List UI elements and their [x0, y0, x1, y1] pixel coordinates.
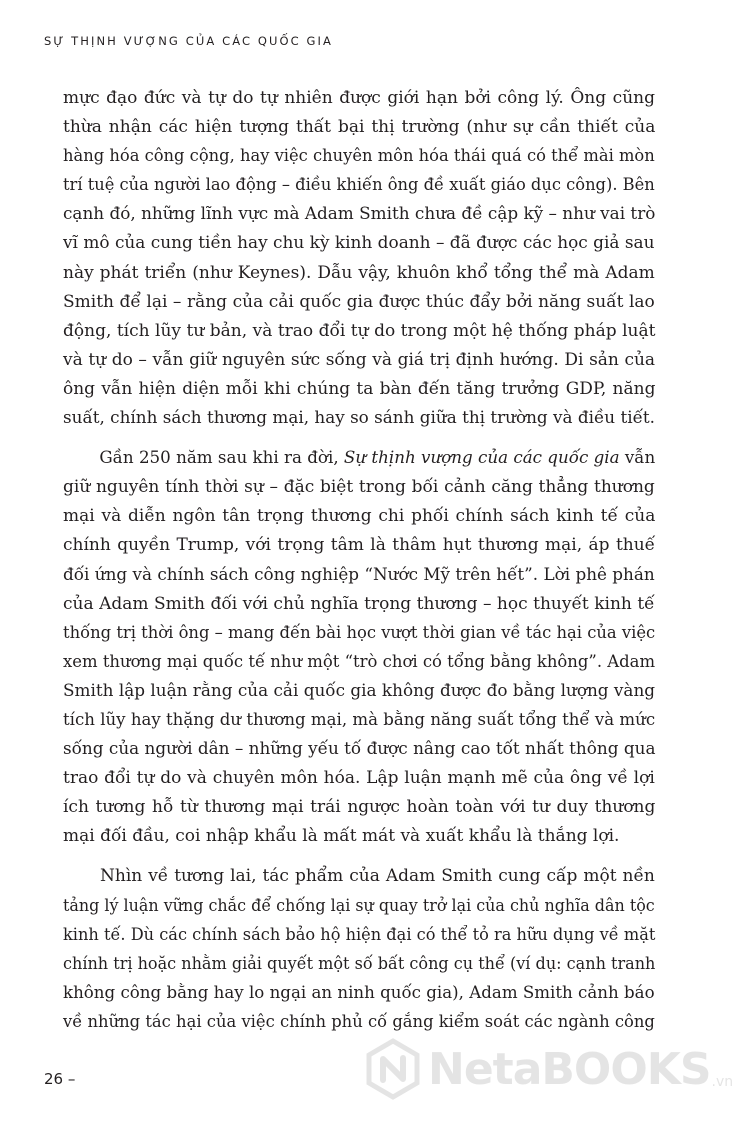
paragraph-3 [63, 862, 655, 1037]
text-line: Smith để lại – rằng của cải quốc gia được thúc đẩy bởi năng suất lao [63, 291, 655, 312]
running-header: SỰ THỊNH VƯỢNG CỦA CÁC QUỐC GIA [44, 34, 334, 48]
text-line: này phát triển (như Keynes). Dẫu vậy, khuôn khổ tổng thể mà Adam [63, 262, 655, 283]
text-line: xem thương mại quốc tế như một “trò chơi có tổng bằng không”. Adam [63, 651, 656, 672]
text-line: trí tuệ của người lao động – điều khiến ông đề xuất giáo dục công). Bên [63, 175, 655, 196]
text-line-first: Nhìn về tương lai, tác phẩm của Adam Smith cung cấp một nền [100, 866, 655, 887]
text-line: đối ứng và chính sách công nghiệp “Nước Mỹ trên hết”. Lời phê phán [63, 564, 655, 585]
text-line: và tự do – vẫn giữ nguyên sức sống và giá trị định hướng. Di sản của [63, 349, 656, 370]
text-line: thừa nhận các hiện tượng thất bại thị trường (như sự cần thiết của [63, 117, 656, 138]
text-line: mực đạo đức và tự do tự nhiên được giới hạn bởi công lý. Ông cũng [63, 88, 655, 108]
text-line: mại và diễn ngôn tân trọng thương chi phối chính sách kinh tế của [63, 506, 656, 527]
text-line: mại đối đầu, coi nhập khẩu là mất mát và xuất khẩu là thắng lợi. [63, 826, 620, 847]
text-line: Smith lập luận rằng của cải quốc gia không được đo bằng lượng vàng [63, 680, 656, 701]
text-line: kinh tế. Dù các chính sách bảo hộ hiện đại có thể tỏ ra hữu dụng về mặt [63, 924, 656, 945]
text-fragment: Gần 250 năm sau khi ra đời, [99, 448, 344, 469]
text-line: giữ nguyên tính thời sự – đặc biệt trong bối cảnh căng thẳng thương [63, 477, 655, 498]
watermark-brand: NetaBOOKS [428, 1043, 711, 1095]
page-number: 26 – [44, 1070, 76, 1088]
text-line: vĩ mô của cung tiền hay chu kỳ kinh doanh – đã được các học giả sau [63, 233, 655, 254]
paragraph-2 [63, 444, 655, 851]
text-line: suất, chính sách thương mại, hay so sánh giữa thị trường và điều tiết. [63, 408, 656, 429]
text-line: thống trị thời ông – mang đến bài học vượt thời gian về tác hại của việc [63, 622, 656, 643]
watermark [362, 1038, 733, 1100]
text-line: về những tác hại của việc chính phủ cố gắng kiểm soát các ngành công [63, 1011, 655, 1032]
text-fragment: vẫn [619, 448, 656, 469]
text-line: sống của người dân – những yếu tố được nâng cao tốt nhất thông qua [63, 739, 656, 760]
text-line: trao đổi tự do và chuyên môn hóa. Lập luận mạnh mẽ của ông về lợi [63, 768, 655, 789]
paragraph-1 [63, 84, 655, 433]
neta-logo-icon [362, 1038, 424, 1100]
text-line: động, tích lũy tư bản, và trao đổi tự do trong một hệ thống pháp luật [63, 320, 656, 341]
text-line: ích tương hỗ từ thương mại trái ngược hoàn toàn với tư duy thương [63, 797, 656, 818]
body-text [63, 84, 655, 1037]
text-line: không công bằng hay lo ngại an ninh quốc gia), Adam Smith cảnh báo [63, 982, 655, 1003]
watermark-suffix: .vn [711, 1074, 733, 1090]
book-title-italic: Sự thịnh vượng của các quốc gia [343, 448, 620, 469]
text-line: của Adam Smith đối với chủ nghĩa trọng thương – học thuyết kinh tế [63, 593, 655, 614]
text-line: hàng hóa công cộng, hay việc chuyên môn hóa thái quá có thể mài mòn [63, 146, 655, 167]
text-line: tảng lý luận vững chắc để chống lại sự quay trở lại của chủ nghĩa dân tộc [63, 895, 655, 916]
text-line: chính trị hoặc nhằm giải quyết một số bất công cụ thể (ví dụ: cạnh tranh [63, 953, 656, 974]
text-line: ông vẫn hiện diện mỗi khi chúng ta bàn đến tăng trưởng GDP, năng [63, 378, 656, 399]
text-line: chính quyền Trump, với trọng tâm là thâm hụt thương mại, áp thuế [63, 535, 656, 556]
text-line-first [63, 444, 656, 473]
text-line: tích lũy hay thặng dư thương mại, mà bằng năng suất tổng thể và mức [63, 709, 656, 730]
text-line: cạnh đó, những lĩnh vực mà Adam Smith chưa đề cập kỹ – như vai trò [63, 204, 656, 225]
